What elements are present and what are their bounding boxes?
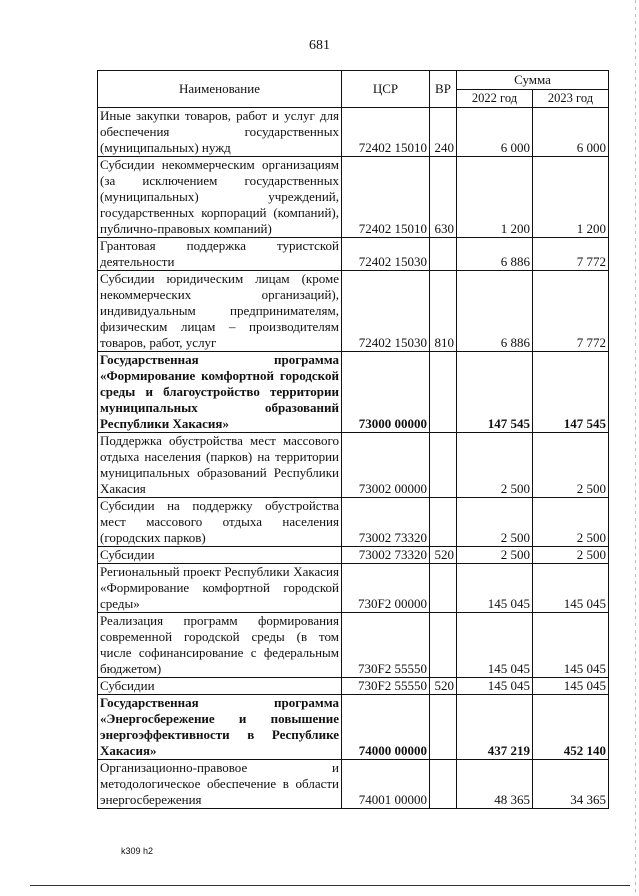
row-vr	[430, 352, 457, 433]
header-year-2022: 2022 год	[457, 89, 533, 108]
row-sum-2023: 452 140	[533, 695, 609, 760]
table-row	[98, 678, 609, 695]
scan-edge-line	[635, 0, 636, 896]
table-row	[98, 760, 609, 809]
row-csr: 73002 00000	[342, 433, 430, 498]
row-sum-2022: 2 500	[457, 498, 533, 547]
row-sum-2023: 145 045	[533, 678, 609, 695]
row-vr	[430, 564, 457, 613]
row-csr: 74000 00000	[342, 695, 430, 760]
row-vr: 520	[430, 547, 457, 564]
row-csr: 72402 15030	[342, 271, 430, 352]
table-row	[98, 547, 609, 564]
row-sum-2022: 147 545	[457, 352, 533, 433]
row-name: Организационно-правовое и методологическое обеспечение в области энергосбережения	[98, 760, 342, 809]
table-row	[98, 238, 609, 271]
table-header	[98, 71, 609, 108]
row-csr: 72402 15030	[342, 238, 430, 271]
row-name: Субсидии некоммерческим организациям (за исключением государственных (муниципальных) учреждений, государственных корпораций (компаний), публично-правовых компаний)	[98, 157, 342, 238]
row-sum-2022: 1 200	[457, 157, 533, 238]
row-name: Субсидии	[98, 547, 342, 564]
header-vr: ВР	[430, 71, 457, 108]
row-sum-2023: 145 045	[533, 564, 609, 613]
row-csr: 730F2 00000	[342, 564, 430, 613]
row-sum-2022: 2 500	[457, 433, 533, 498]
row-sum-2022: 145 045	[457, 564, 533, 613]
row-sum-2022: 6 886	[457, 271, 533, 352]
row-csr: 73000 00000	[342, 352, 430, 433]
row-name: Субсидии на поддержку обустройства мест массового отдыха населения (городских парков)	[98, 498, 342, 547]
row-name: Государственная программа «Формирование комфортной городской среды и благоустройство территории муниципальных образований Республики Хакасия»	[98, 352, 342, 433]
row-csr: 730F2 55550	[342, 613, 430, 678]
table-body	[98, 108, 609, 809]
bottom-rule	[30, 885, 630, 886]
row-vr	[430, 238, 457, 271]
table-row	[98, 433, 609, 498]
row-name: Региональный проект Республики Хакасия «Формирование комфортной городской среды»	[98, 564, 342, 613]
row-name: Государственная программа «Энергосбережение и повышение энергоэффективности в Республике Хакасия»	[98, 695, 342, 760]
table-row	[98, 613, 609, 678]
row-vr	[430, 695, 457, 760]
row-name: Реализация программ формирования современной городской среды (в том числе софинансирование с федеральным бюджетом)	[98, 613, 342, 678]
row-sum-2022: 437 219	[457, 695, 533, 760]
table-row	[98, 695, 609, 760]
row-csr: 730F2 55550	[342, 678, 430, 695]
header-sum: Сумма	[457, 71, 609, 90]
row-sum-2022: 6 886	[457, 238, 533, 271]
row-vr: 630	[430, 157, 457, 238]
table-row	[98, 352, 609, 433]
row-sum-2023: 6 000	[533, 108, 609, 157]
row-vr	[430, 498, 457, 547]
row-sum-2023: 7 772	[533, 238, 609, 271]
row-sum-2022: 2 500	[457, 547, 533, 564]
row-name: Иные закупки товаров, работ и услуг для обеспечения государственных (муниципальных) нужд	[98, 108, 342, 157]
row-sum-2023: 2 500	[533, 433, 609, 498]
row-csr: 72402 15010	[342, 108, 430, 157]
table-row	[98, 271, 609, 352]
row-vr: 240	[430, 108, 457, 157]
row-vr: 810	[430, 271, 457, 352]
row-name: Субсидии юридическим лицам (кроме некоммерческих организаций), индивидуальным предпринимателям, физическим лицам – производителям товаров, работ, услуг	[98, 271, 342, 352]
row-vr: 520	[430, 678, 457, 695]
row-vr	[430, 433, 457, 498]
table-row	[98, 157, 609, 238]
row-sum-2022: 145 045	[457, 678, 533, 695]
row-vr	[430, 760, 457, 809]
table-row	[98, 108, 609, 157]
row-sum-2022: 6 000	[457, 108, 533, 157]
row-sum-2023: 7 772	[533, 271, 609, 352]
row-sum-2023: 1 200	[533, 157, 609, 238]
header-name: Наименование	[98, 71, 342, 108]
row-csr: 73002 73320	[342, 498, 430, 547]
row-sum-2022: 48 365	[457, 760, 533, 809]
row-sum-2022: 145 045	[457, 613, 533, 678]
row-sum-2023: 34 365	[533, 760, 609, 809]
header-year-2023: 2023 год	[533, 89, 609, 108]
row-name: Грантовая поддержка туристской деятельности	[98, 238, 342, 271]
row-sum-2023: 147 545	[533, 352, 609, 433]
table-row	[98, 498, 609, 547]
row-sum-2023: 145 045	[533, 613, 609, 678]
table-row	[98, 564, 609, 613]
row-name: Субсидии	[98, 678, 342, 695]
row-vr	[430, 613, 457, 678]
row-sum-2023: 2 500	[533, 547, 609, 564]
page-number: 681	[309, 38, 330, 53]
row-csr: 72402 15010	[342, 157, 430, 238]
row-name: Поддержка обустройства мест массового отдыха населения (парков) на территории муниципальных образований Республики Хакасия	[98, 433, 342, 498]
row-csr: 74001 00000	[342, 760, 430, 809]
header-csr: ЦСР	[342, 71, 430, 108]
row-sum-2023: 2 500	[533, 498, 609, 547]
row-csr: 73002 73320	[342, 547, 430, 564]
footer-code: k309 h2	[121, 846, 154, 856]
budget-table	[97, 70, 609, 809]
